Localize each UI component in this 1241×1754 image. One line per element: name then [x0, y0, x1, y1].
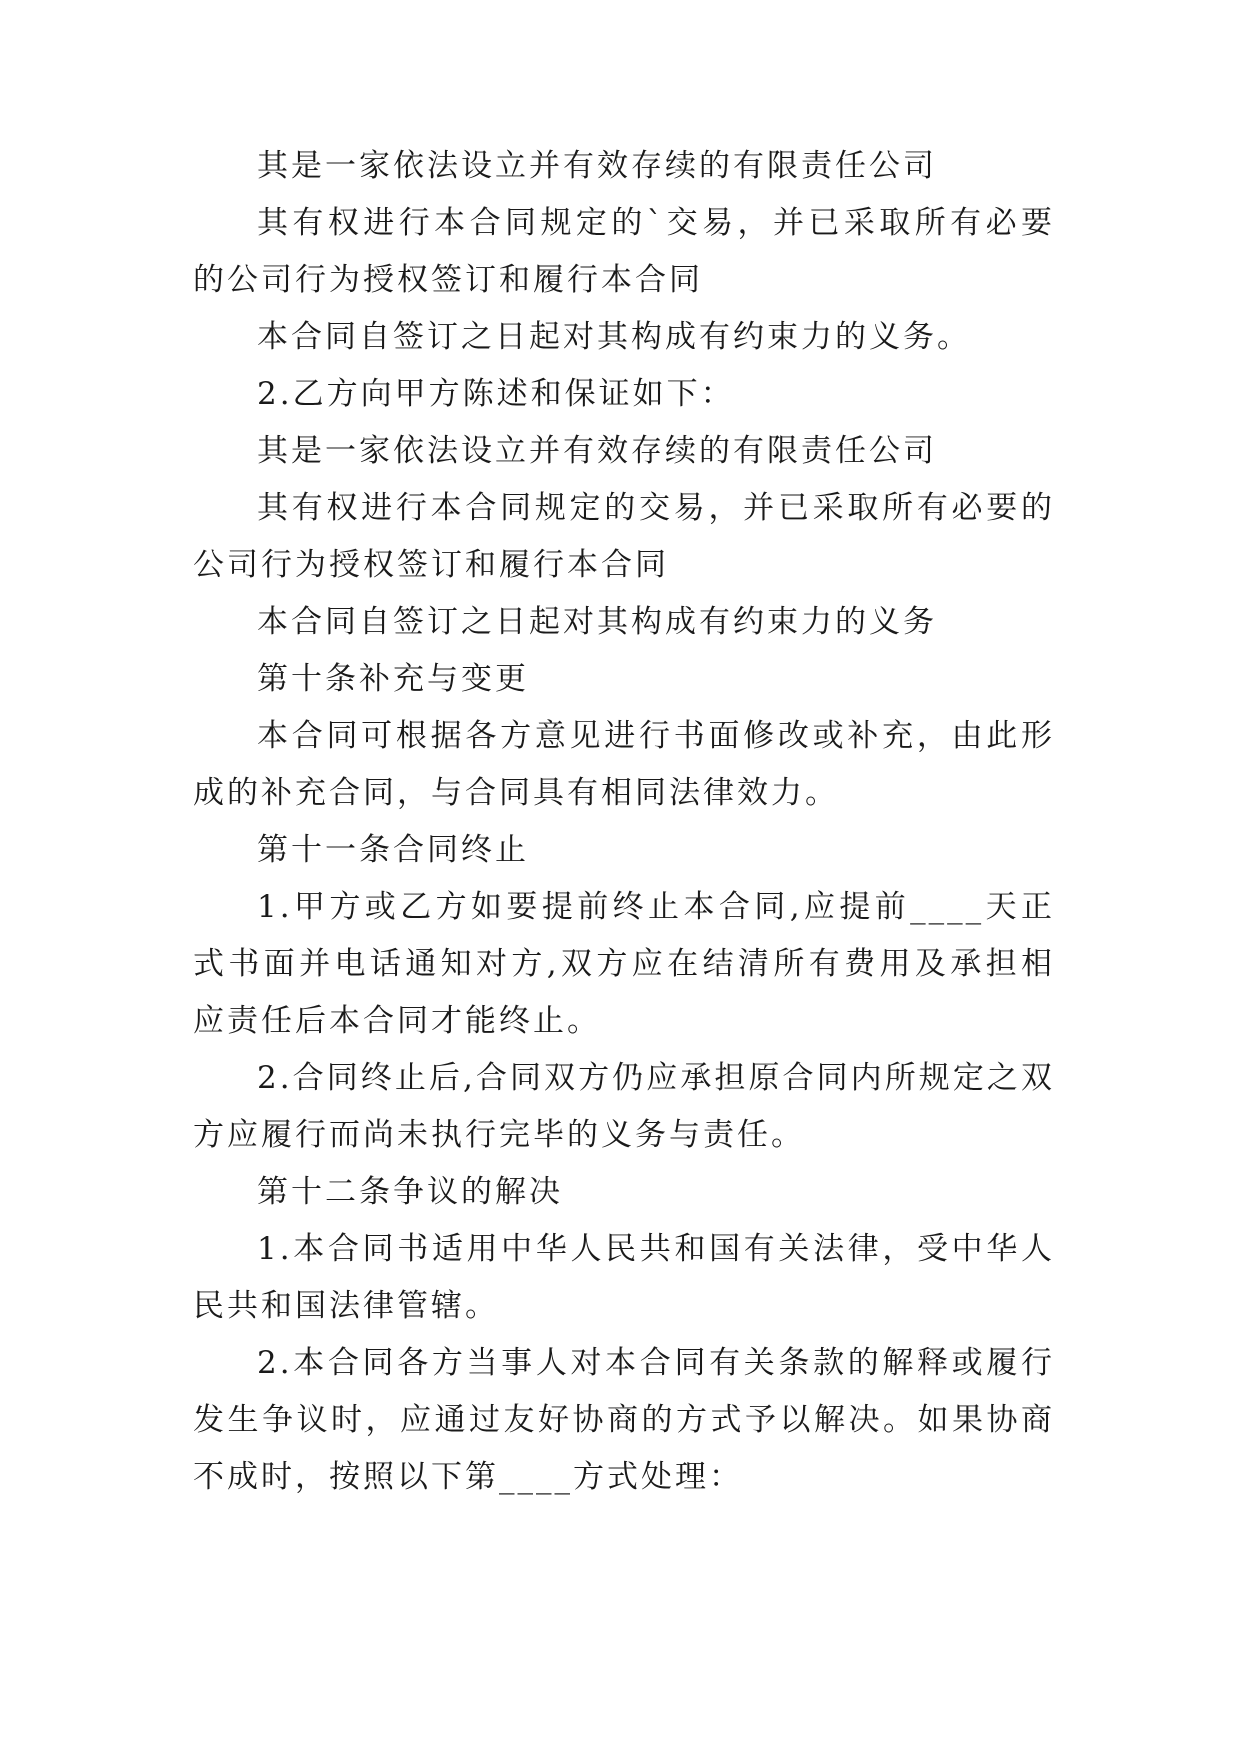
paragraph-authority-b: 其有权进行本合同规定的交易，并已采取所有必要的公司行为授权签订和履行本合同 [193, 490, 1055, 583]
paragraph-binding-a: 本合同自签订之日起对其构成有约束力的义务。 [257, 319, 971, 355]
paragraph-governing-law: 1.本合同书适用中华人民共和国有关法律，受中华人民共和国法律管辖。 [193, 1231, 1055, 1324]
paragraph-binding-b: 本合同自签订之日起对其构成有约束力的义务 [257, 604, 937, 640]
paragraph-termination-notice: 1.甲方或乙方如要提前终止本合同,应提前____天正式书面并电话通知对方,双方应在结清所有费用及承担相应责任后本合同才能终止。 [193, 889, 1055, 1039]
heading-article-10: 第十条补充与变更 [257, 661, 529, 697]
paragraph-amendment: 本合同可根据各方意见进行书面修改或补充，由此形成的补充合同，与合同具有相同法律效力。 [193, 718, 1055, 811]
heading-article-12: 第十二条争议的解决 [257, 1174, 563, 1210]
paragraph-dispute-resolution: 2.本合同各方当事人对本合同有关条款的解释或履行发生争议时，应通过友好协商的方式予以解决。如果协商不成时，按照以下第____方式处理： [193, 1345, 1055, 1495]
paragraph-party-b-representations: 2.乙方向甲方陈述和保证如下： [257, 376, 735, 412]
heading-article-11: 第十一条合同终止 [257, 832, 529, 868]
paragraph-company-status-b: 其是一家依法设立并有效存续的有限责任公司 [257, 433, 937, 469]
document-page [193, 138, 1055, 1506]
paragraph-post-termination: 2.合同终止后,合同双方仍应承担原合同内所规定之双方应履行而尚未执行完毕的义务与责任。 [193, 1060, 1055, 1153]
paragraph-company-status-a: 其是一家依法设立并有效存续的有限责任公司 [257, 148, 937, 184]
paragraph-authority-a: 其有权进行本合同规定的`交易，并已采取所有必要的公司行为授权签订和履行本合同 [193, 205, 1055, 298]
